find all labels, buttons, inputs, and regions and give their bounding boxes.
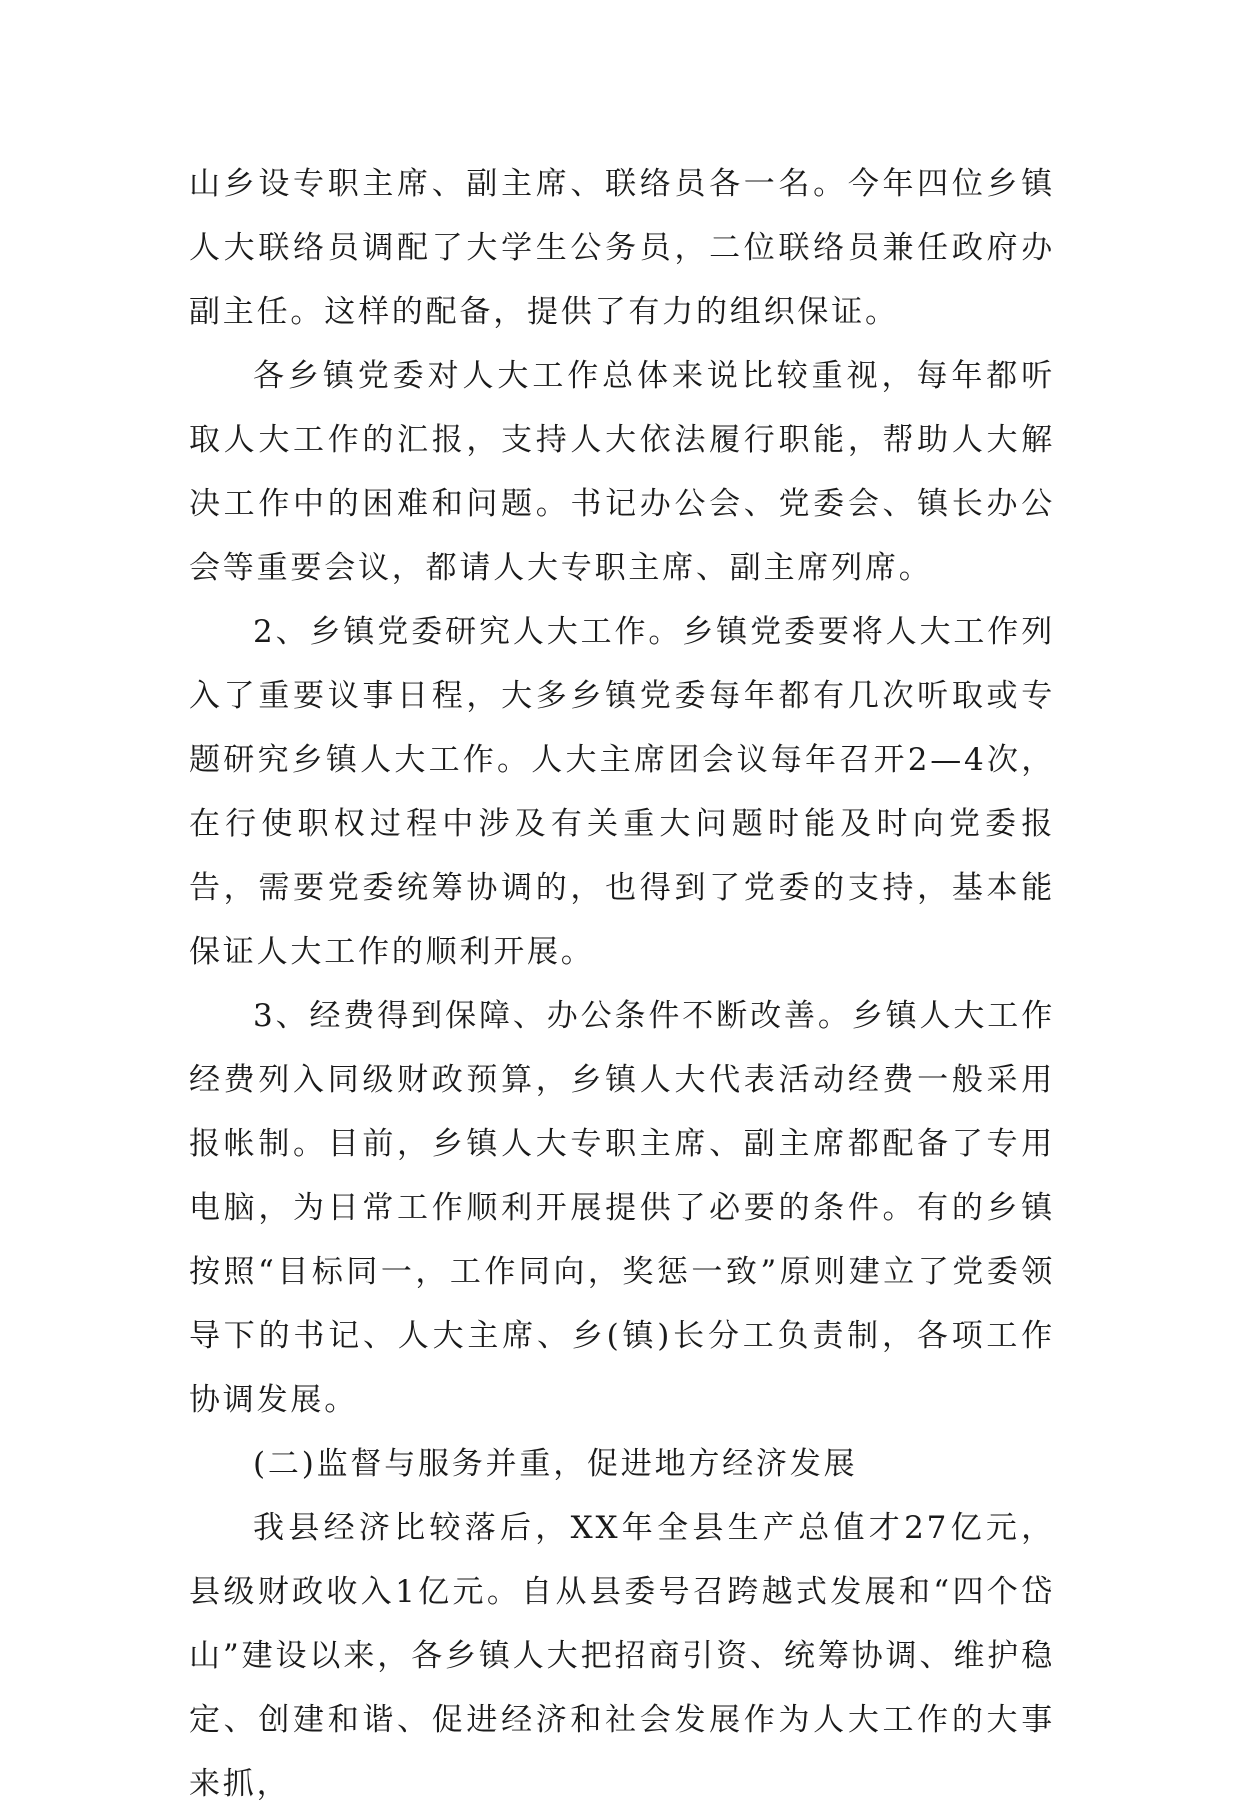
paragraph-4: 3、经费得到保障、办公条件不断改善。乡镇人大工作经费列入同级财政预算，乡镇人大代表活动经费一般采用报帐制。目前，乡镇人大专职主席、副主席都配备了专用电脑，为日常工作顺利开展提供了必要的条件。有的乡镇按照“目标同一，工作同向，奖惩一致”原则建立了党委领导下的书记、人大主席、乡(镇)长分工负责制，各项工作协调发展。 [189,998,1055,1418]
paragraph-5: 我县经济比较落后，XX年全县生产总值才27亿元，县级财政收入1亿元。自从县委号召跨越式发展和“四个岱山”建设以来，各乡镇人大把招商引资、统筹协调、维护稳定、创建和谐、促进经济和社会发展作为人大工作的大事来抓， [189,1510,1055,1802]
paragraph-1: 山乡设专职主席、副主席、联络员各一名。今年四位乡镇人大联络员调配了大学生公务员，二位联络员兼任政府办副主任。这样的配备，提供了有力的组织保证。 [189,166,1055,330]
paragraph-3: 2、乡镇党委研究人大工作。乡镇党委要将人大工作列入了重要议事日程，大多乡镇党委每年都有几次听取或专题研究乡镇人大工作。人大主席团会议每年召开2—4次，在行使职权过程中涉及有关重大问题时能及时向党委报告，需要党委统筹协调的，也得到了党委的支持，基本能保证人大工作的顺利开展。 [189,614,1055,970]
document-body [189,152,1055,1816]
paragraph-2: 各乡镇党委对人大工作总体来说比较重视，每年都听取人大工作的汇报，支持人大依法履行职能，帮助人大解决工作中的困难和问题。书记办公会、党委会、镇长办公会等重要会议，都请人大专职主席、副主席列席。 [189,358,1055,586]
section-heading: (二)监督与服务并重，促进地方经济发展 [253,1446,858,1482]
